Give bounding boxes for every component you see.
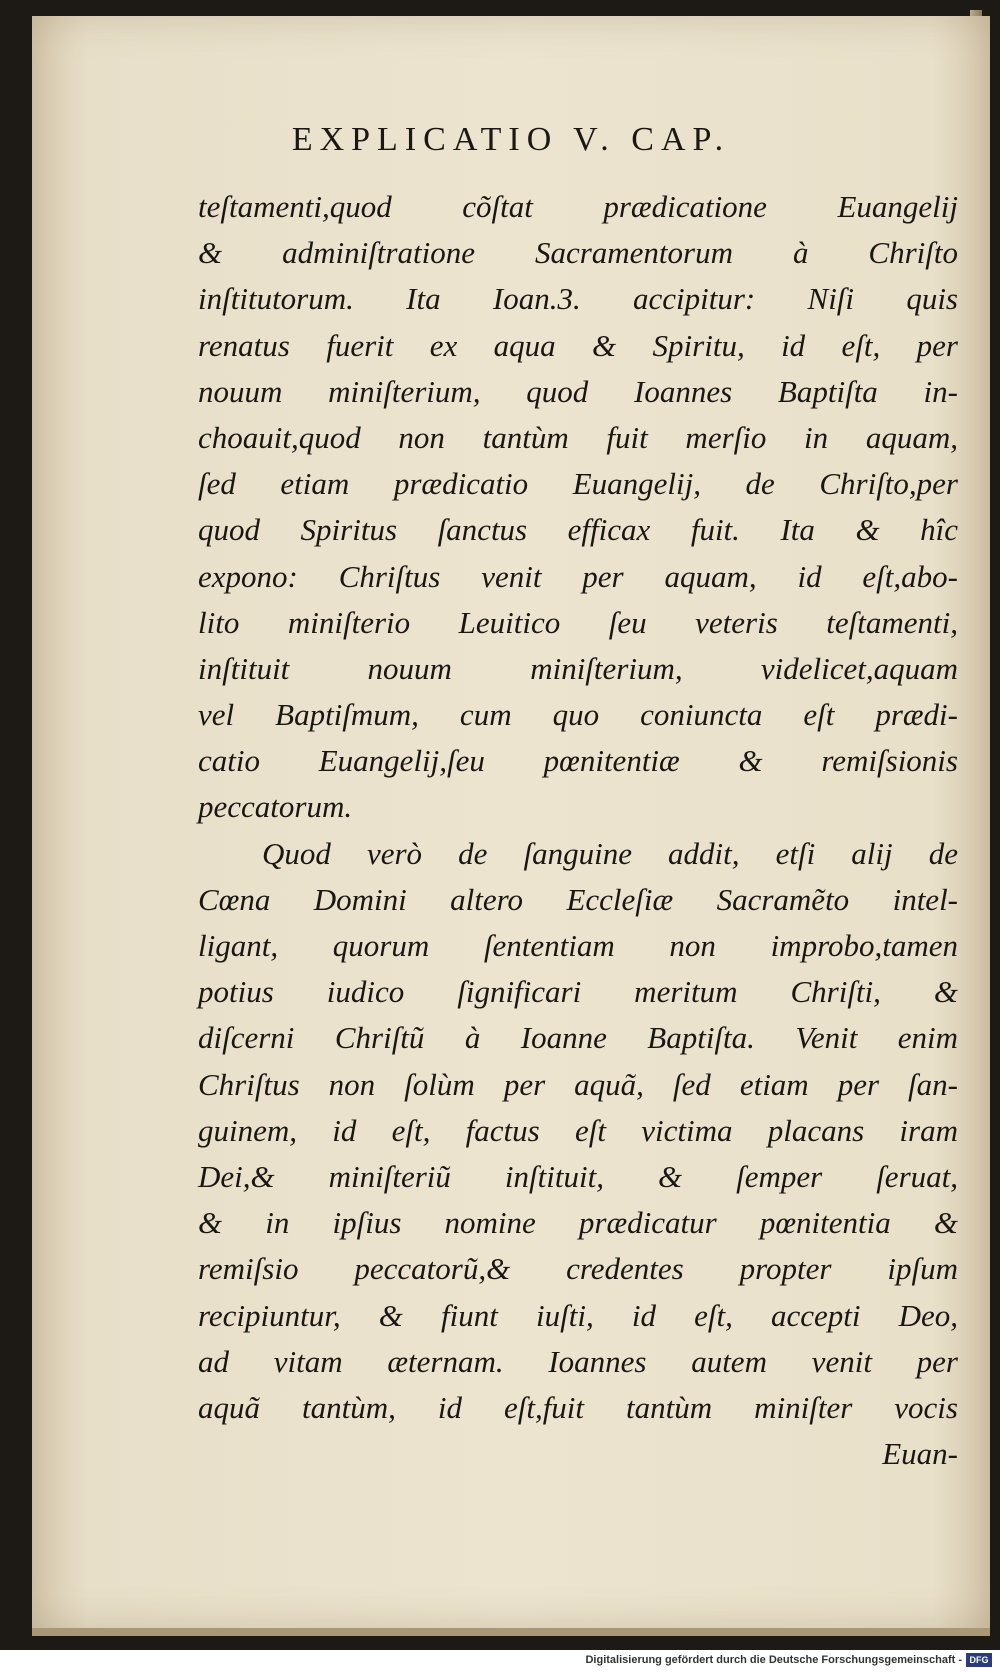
text-line: expono: Chriſtus venit per aquam, id eſt,abo- xyxy=(198,558,958,594)
text-line: vel Baptiſmum, cum quo coniuncta eſt prædi- xyxy=(198,697,958,733)
text-line: Quod verò de ſanguine addit, etſi alij de xyxy=(262,835,958,871)
page-bottom-edge xyxy=(32,1628,990,1636)
text-line: quod Spiritus ſanctus efficax fuit. Ita & hîc xyxy=(198,512,958,548)
text-line: & in ipſius nomine prædicatur pœnitentia & xyxy=(198,1205,958,1241)
text-line: diſcerni Chriſtũ à Ioanne Baptiſta. Venit enim xyxy=(198,1020,958,1056)
dfg-logo: DFG xyxy=(966,1653,992,1667)
text-line: inſtitutorum. Ita Ioan.3. accipitur: Niſi quis xyxy=(198,281,958,317)
text-line: recipiuntur, & fiunt iuſti, id eſt, accepti Deo, xyxy=(198,1297,958,1333)
text-line: potius iudico ſignificari meritum Chriſti, & xyxy=(198,974,958,1010)
text-line: Dei,& miniſteriũ inſtituit, & ſemper ſeruat, xyxy=(198,1158,958,1194)
catchword: Euan- xyxy=(882,1436,958,1472)
text-line: ligant, quorum ſententiam non improbo,tamen xyxy=(198,928,958,963)
text-line: ad vitam æternam. Ioannes autem venit per xyxy=(198,1343,958,1379)
text-line: teſtamenti,quod cõſtat prædicatione Euangelij xyxy=(198,189,958,224)
text-line: ſed etiam prædicatio Euangelij, de Chriſto,per xyxy=(198,466,958,502)
text-line: peccatorum. xyxy=(198,789,353,825)
running-head: EXPLICATIO V. CAP. xyxy=(291,121,731,158)
text-line: Cœna Domini altero Eccleſiæ Sacramẽto intel- xyxy=(198,881,958,917)
text-line: inſtituit nouum miniſterium, videlicet,aquam xyxy=(198,650,958,686)
text-line: lito miniſterio Leuitico ſeu veteris teſtamenti, xyxy=(198,604,958,640)
text-line: renatus fuerit ex aqua & Spiritu, id eſt, per xyxy=(198,327,958,363)
text-line: catio Euangelij,ſeu pœnitentiæ & remiſsionis xyxy=(198,743,958,779)
text-line: choauit,quod non tantùm fuit merſio in aquam, xyxy=(198,419,958,455)
text-line: guinem, id eſt, factus eſt victima placans iram xyxy=(198,1112,958,1148)
book-page xyxy=(32,16,990,1628)
funding-credit: Digitalisierung gefördert durch die Deutsche Forschungsgemeinschaft - xyxy=(585,1654,962,1666)
text-line: aquã tantùm, id eſt,fuit tantùm miniſter vocis xyxy=(198,1389,958,1425)
text-line: & adminiſtratione Sacramentorum à Chriſto xyxy=(198,235,958,271)
text-line: remiſsio peccatorũ,& credentes propter ipſum xyxy=(198,1251,958,1287)
text-line: Chriſtus non ſolùm per aquã, ſed etiam per ſan- xyxy=(198,1066,958,1102)
text-block xyxy=(198,184,958,1477)
text-line: nouum miniſterium, quod Ioannes Baptiſta in- xyxy=(198,373,958,409)
